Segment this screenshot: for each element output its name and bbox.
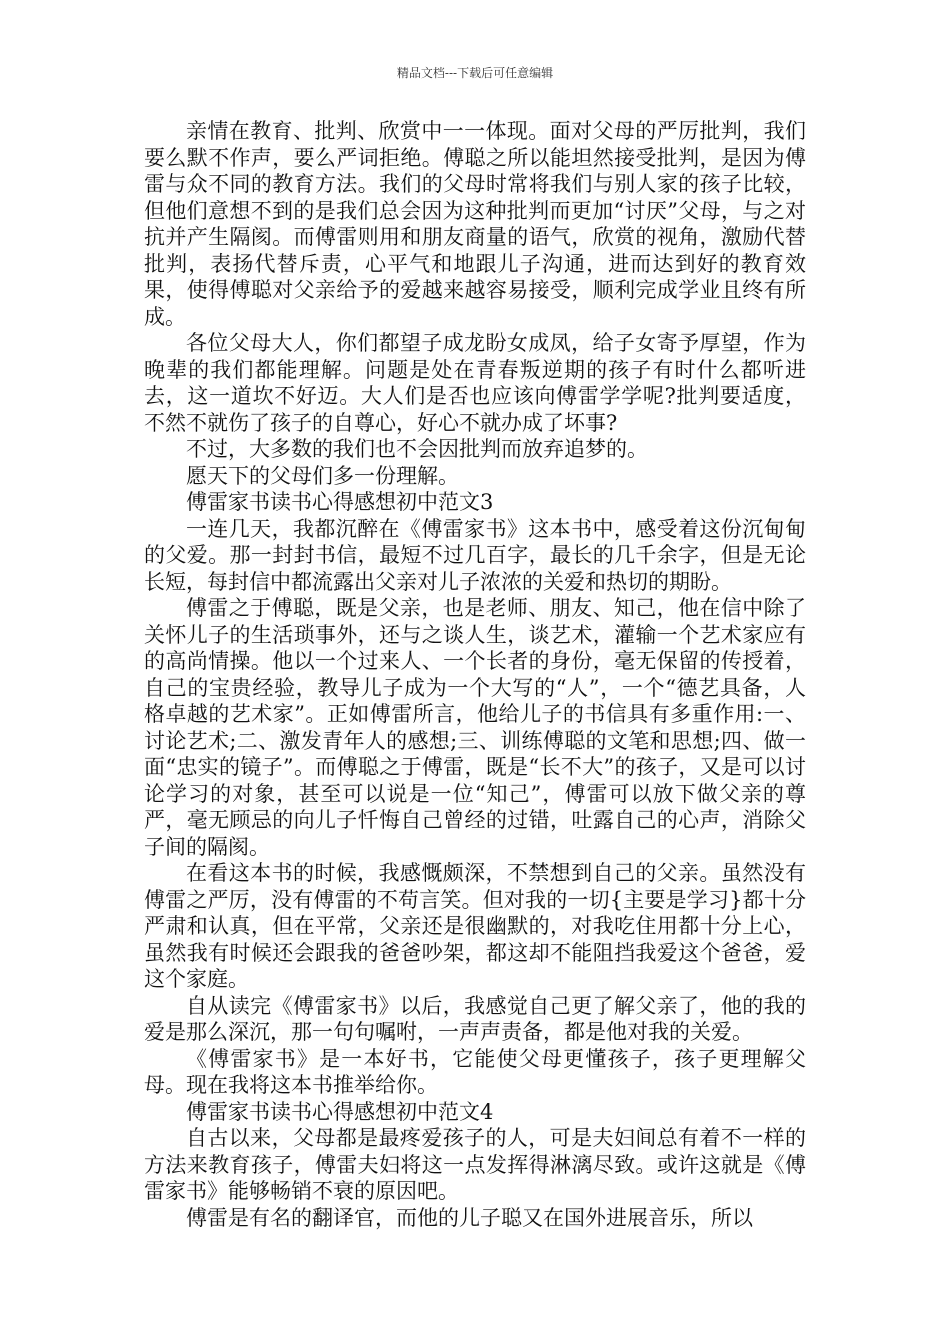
paragraph: 在看这本书的时候，我感慨颇深，不禁想到自己的父亲。虽然没有傅雷之严厉，没有傅雷的不苟言笑。但对我的一切{主要是学习}都十分严肃和认真，但在平常，父亲还是很幽默的，对我吃住用都十分上心，虽然我有时候还会跟我的爸爸吵架，都这却不能阻挡我爱这个爸爸，爱这个家庭。	[144, 861, 806, 991]
paragraph: 各位父母大人，你们都望子成龙盼女成凤，给子女寄予厚望，作为晚辈的我们都能理解。问题是处在青春叛逆期的孩子有时什么都听进去，这一道坎不好迈。大人们是否也应该向傅雷学学呢?批判要适度，不然不就伤了孩子的自尊心，好心不就办成了坏事?	[144, 331, 806, 435]
paragraph: 亲情在教育、批判、欣赏中一一体现。面对父母的严厉批判，我们要么默不作声，要么严词拒绝。傅聪之所以能坦然接受批判，是因为傅雷与众不同的教育方法。我们的父母时常将我们与别人家的孩子比较，但他们意想不到的是我们总会因为这种批判而更加“讨厌”父母，与之对抗并产生隔阂。而傅雷则用和朋友商量的语气，欣赏的视角，激励代替批判，表扬代替斥责，心平气和地跟儿子沟通，进而达到好的教育效果，使得傅聪对父亲给予的爱越来越容易接受，顺利完成学业且终有所成。	[144, 119, 806, 329]
paragraph: 《傅雷家书》是一本好书，它能使父母更懂孩子，孩子更理解父母。现在我将这本书推举给你。	[144, 1046, 806, 1097]
page-header: 精品文档---下载后可任意编辑	[396, 66, 554, 80]
paragraph: 自从读完《傅雷家书》以后，我感觉自己更了解父亲了，他的我的爱是那么深沉，那一句句嘱咐，一声声责备，都是他对我的关爱。	[144, 993, 806, 1044]
paragraph: 愿天下的父母们多一份理解。	[186, 463, 459, 488]
paragraph: 傅雷是有名的翻译官，而他的儿子聪又在国外进展音乐，所以	[186, 1205, 753, 1230]
document-body	[144, 118, 806, 1231]
paragraph: 不过，大多数的我们也不会因批判而放弃追梦的。	[186, 437, 648, 461]
paragraph: 傅雷之于傅聪，既是父亲，也是老师、朋友、知己，他在信中除了关怀儿子的生活琐事外，还与之谈人生，谈艺术，灌输一个艺术家应有的高尚情操。他以一个过来人、一个长者的身份，毫无保留的传授着，自己的宝贵经验，教导儿子成为一个大写的“人”，一个“德艺具备，人格卓越的艺术家”。正如傅雷所言，他给儿子的书信具有多重作用:一、讨论艺术;二、激发青年人的感想;三、训练傅聪的文笔和思想;四、做一面“忠实的镜子”。而傅聪之于傅雷，既是“长不大”的孩子，又是可以讨论学习的对象，甚至可以说是一位“知己”，傅雷可以放下做父亲的尊严，毫无顾忌的向儿子忏悔自己曾经的过错，吐露自己的心声，消除父子间的隔阂。	[144, 596, 806, 859]
section-heading: 傅雷家书读书心得感想初中范文3	[186, 490, 494, 514]
section-heading: 傅雷家书读书心得感想初中范文4	[186, 1099, 494, 1124]
paragraph: 一连几天，我都沉醉在《傅雷家书》这本书中，感受着这份沉甸甸的父爱。那一封封书信，最短不过几百字，最长的几千余字，但是无论长短，每封信中都流露出父亲对儿子浓浓的关爱和热切的期盼。	[144, 516, 806, 594]
paragraph: 自古以来，父母都是最疼爱孩子的人，可是夫妇间总有着不一样的方法来教育孩子，傅雷夫妇将这一点发挥得淋漓尽致。或许这就是《傅雷家书》能够畅销不衰的原因吧。	[144, 1126, 806, 1203]
